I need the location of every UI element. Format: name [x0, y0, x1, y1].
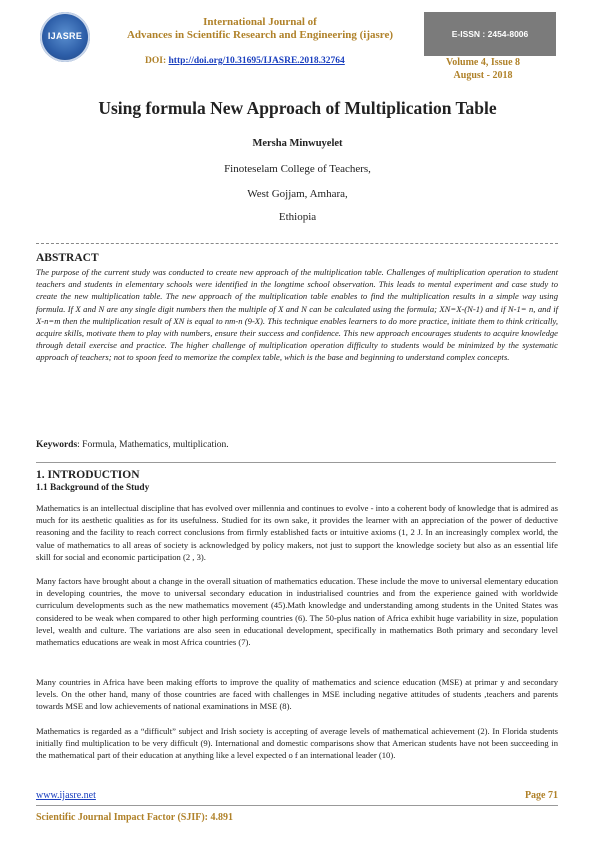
keywords-label: Keywords [36, 440, 78, 450]
paragraph-3: Many countries in Africa have been making efforts to improve the quality of mathematics and science education (MSE) at primar y and secondary levels. On the other hand, many of those countries are faced with challenges in MSE including negative attitudes of students ,teachers and parents towards MSE and low achievements of national examinations in MSE (8). [36, 677, 558, 712]
issn-text: E-ISSN : 2454-8006 [451, 29, 529, 39]
impact-factor: Scientific Journal Impact Factor (SJIF): 4.891 [36, 812, 234, 823]
website-link[interactable]: www.ijasre.net [36, 790, 96, 801]
paragraph-4: Mathematics is regarded as a “difficult” subject and Irish society is accepting of average levels of mathematical achievement (2). In Florida students initially find multiplication to be very difficult (9). International and domestic comparisons show that American students have not been succeeding in the mathematical part of their education at anything like a level expected o f an international leader (10). [36, 726, 558, 761]
journal-name-line2: Advances in Scientific Research and Engineering (ijasre) [126, 29, 394, 41]
section-heading: 1. INTRODUCTION [36, 469, 140, 481]
author-name: Mersha Minwuyelet [252, 138, 343, 149]
paragraph-2: Many factors have brought about a change in the overall situation of mathematics education. These include the move to universal elementary education in developing countries, the move to universal secondary education in industrialised countries and from the experience gained with worldwide curriculum developments such as the new mathematics movement (45).Math knowledge and understanding among students in the United States was considered to be weak when compared to other high performing countries (6). The 50-plus nation of Africa exhibit huge variability in size, population level, wealth and culture. The variations are also seen in educational development, specifically in mathematics Both primary and secondary level mathematics educations are weak in most Africa countries (7). [36, 576, 558, 648]
journal-logo-text: IJASRE [47, 31, 83, 41]
affiliation-line-3: Ethiopia [278, 211, 317, 223]
doi-link[interactable]: http://doi.org/10.31695/IJASRE.2018.32764 [168, 56, 345, 66]
volume-issue [418, 56, 548, 82]
volume-text: Volume 4, Issue 8 [445, 57, 521, 68]
footer-rule [36, 805, 558, 806]
abstract-heading: ABSTRACT [36, 252, 99, 264]
journal-name-line1: International Journal of [203, 16, 317, 28]
paragraph-1: Mathematics is an intellectual discipline that has evolved over millennia and continues to evolve - into a coherent body of knowledge that is admired as much for its aesthetic qualities as for its usefulness. Studied for its own sake, it provides the learner with an appreciation of the power of deductive reasoning and the facility to reach correct conclusions from firmly established facts or intuitive axioms (1, 2 J. In an increasingly complex world, the value of mathematics to all areas of society is acknowledged by policy makers, not just to support the knowledge society but also as an essential life skill for social and economic participation (2 , 3). [36, 503, 558, 562]
issue-date: August - 2018 [453, 70, 513, 81]
page-number: Page 71 [524, 790, 558, 801]
subsection-heading: 1.1 Background of the Study [36, 483, 150, 493]
paper-title: Using formula New Approach of Multiplication Table [98, 98, 497, 118]
abstract-text: The purpose of the current study was conducted to create new approach of the multiplication table. Challenges of multiplication operation to student teachers and students in elementary schools were identified in the longtime school observation. This leads to mental experiment and case study to create the new multiplication table. The new approach of the multiplication table enables to find the multiplication results in a simple way using formula. If X and N are any single digit numbers then the multiple of X and N can be calculated using the formula; XN=X-(N-1) and if N-1= n, and if X-n=m then the multiplication result of XN is equal to nm-n (9-X). This technique enables learners to do more practice, initiate them to think critically, acquire skills, motivate them to play with numbers, ensure their success and confidence. This new approach encourages students to acquire knowledge through detail exercise and practice. The higher challenge of multiplication operation difficulty to students would be minimized by the systematic approach of teachers; not to spoon feed to memorize the complex table, which is the base and beginning to understand complex concepts. [36, 267, 558, 363]
doi-label: DOI: [145, 56, 167, 66]
separator-line [36, 462, 556, 463]
issn-badge [424, 12, 556, 56]
keywords [36, 440, 229, 450]
affiliation-line-1: Finoteselam College of Teachers, [224, 163, 371, 175]
doi-line [145, 56, 345, 66]
keywords-text: : Formula, Mathematics, multiplication. [77, 440, 229, 450]
affiliation-line-2: West Gojjam, Amhara, [247, 188, 348, 200]
separator-dashed [36, 243, 558, 244]
